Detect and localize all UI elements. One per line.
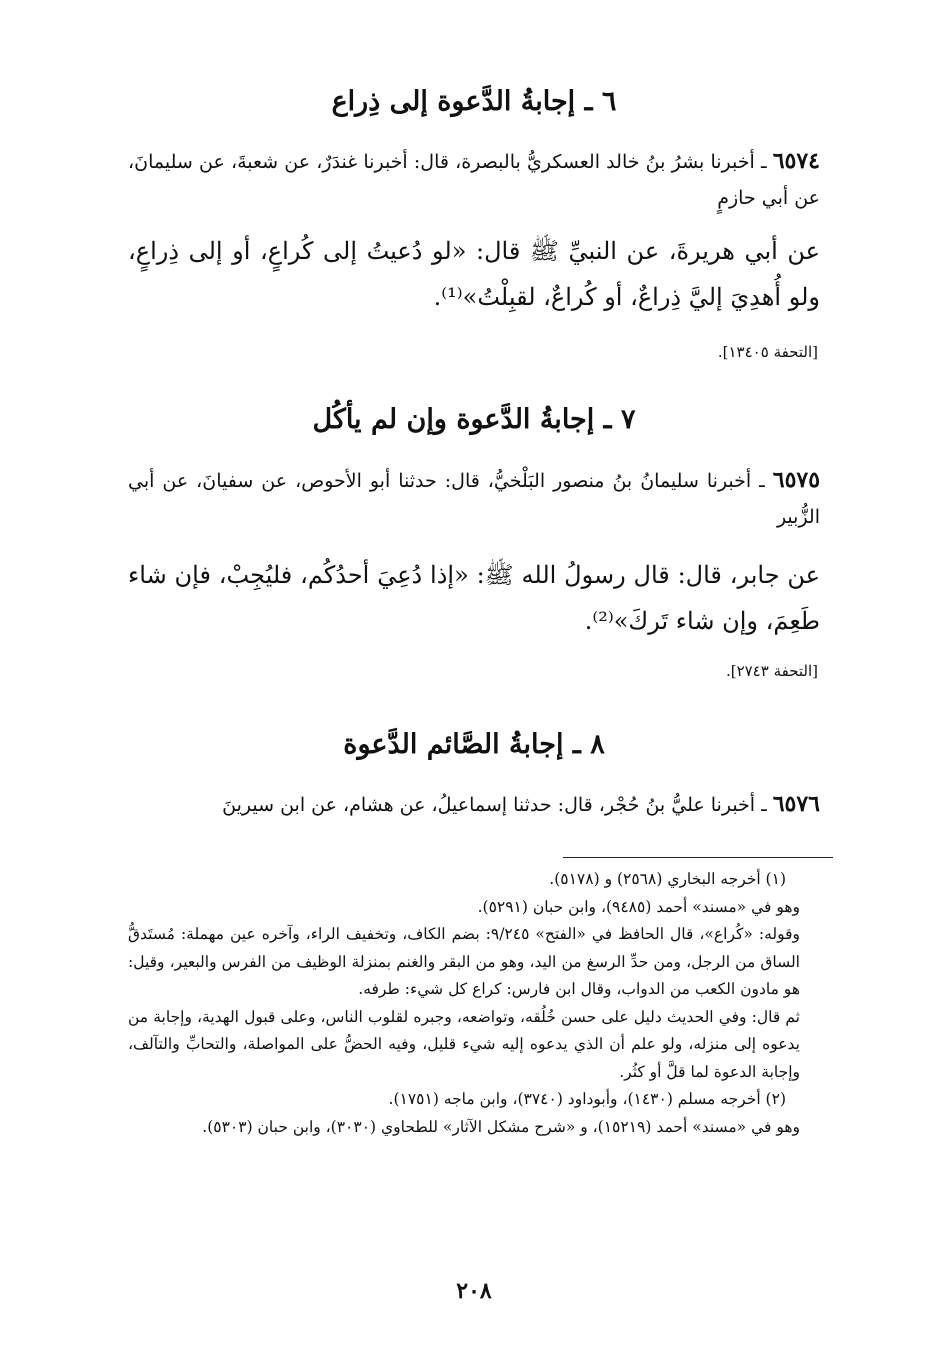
- hadith-isnad-6574: [128, 143, 820, 216]
- hadith-number: ٦٥٧٦: [772, 791, 820, 817]
- page-number: ٢٠٨: [456, 1278, 492, 1304]
- footnote-2: (٢) أخرجه مسلم (١٤٣٠)، وأبوداود (٣٧٤٠)، وابن ماجه (١٧٥١).: [388, 1090, 786, 1108]
- hadith-number: ٦٥٧٤: [772, 148, 820, 174]
- footnotes: [128, 866, 820, 1141]
- footnote-1-continuation: ثم قال: وفي الحديث دليل على حسن خُلُقه، وتواضعه، وجبره لقلوب الناس، وعلى قبول الهدية، وإجابة من يدعوه إلى منزله، ولو علم أن الذي يدعوه إليه شيء قليل، وفيه الحضُّ على المواصلة، والتحابِّ والتآلف، وإجابة الدعوة لما قلَّ أو كثُر.: [128, 1007, 800, 1081]
- hadith-number: ٦٥٧٥: [772, 467, 821, 493]
- hadith-isnad-6576: [128, 786, 820, 823]
- chapter-heading-6: ٦ ـ إجابةُ الدَّعوة إلى ذِراع: [331, 86, 617, 117]
- footnote-2-continuation: وهو في «مسند» أحمد (١٥٢١٩)، و «شرح مشكل الآثار» للطحاوي (٣٠٣٠)، وابن حبان (٥٣٠٣).: [202, 1117, 800, 1136]
- isnad-text: ـ أخبرنا عليُّ بنُ حُجْر، قال: حدثنا إسماعيلُ، عن هشام، عن ابن سيرينَ: [222, 794, 767, 816]
- isnad-text: ـ أخبرنا سليمانُ بنُ منصور البَلْخيُّ، قال: حدثنا أبو الأحوص، عن سفيانَ، عن أبي الزُّبير: [128, 470, 820, 528]
- hadith-matn-6575: عن جابر، قال: قال رسولُ الله ﷺ: «إذا دُعِيَ أحدُكُم، فليُجِبْ، فإن شاء طَعِمَ، وإن شاء تَركَ»⁽²⁾.: [128, 561, 820, 635]
- chapter-heading-8: ٨ ـ إجابةُ الصَّائم الدَّعوة: [343, 729, 605, 760]
- tuhfa-reference: [التحفة ٢٧٤٣].: [725, 662, 818, 680]
- footnote-1-continuation: وقوله: «كُراع»، قال الحافظ في «الفتح» ٩/٢٤٥: بضم الكاف، وتخفيف الراء، وآخره عين مهملة: مُستَدقُّ الساق من الرجل، ومن حدِّ الرسغ من اليد، وهو من البقر والغنم بمنزلة الوظيف من الفرس والبعير، وقيل: هو مادون الكعب من الدواب، وقال ابن فارس: كراع كل شيء: طرفه.: [128, 925, 801, 998]
- hadith-isnad-6575: [128, 462, 820, 535]
- footnote-1: (١) أخرجه البخاري (٢٥٦٨) و (٥١٧٨).: [549, 870, 786, 888]
- footnote-1-continuation: وهو في «مسند» أحمد (٩٤٨٥)، وابن حبان (٥٢٩١).: [477, 897, 800, 916]
- footnote-divider: [563, 857, 833, 858]
- tuhfa-reference: [التحفة ١٣٤٠٥].: [717, 343, 818, 361]
- hadith-matn-6574: عن أبي هريرةَ، عن النبيِّ ﷺ قال: «لو دُعيتُ إلى كُراعٍ، أو إلى ذِراعٍ، ولو أُهدِيَ إليَّ ذِراعٌ، أو كُراعٌ، لقبِلْتُ»⁽¹⁾.: [128, 237, 820, 311]
- isnad-text: ـ أخبرنا بشرُ بنُ خالد العسكريُّ بالبصرة، قال: أخبرنا غندَرٌ، عن شعبةَ، عن سليمانَ، عن أبي حازمٍ: [128, 151, 820, 209]
- chapter-heading-7: ٧ ـ إجابةُ الدَّعوة وإن لم يأكُل: [312, 404, 636, 435]
